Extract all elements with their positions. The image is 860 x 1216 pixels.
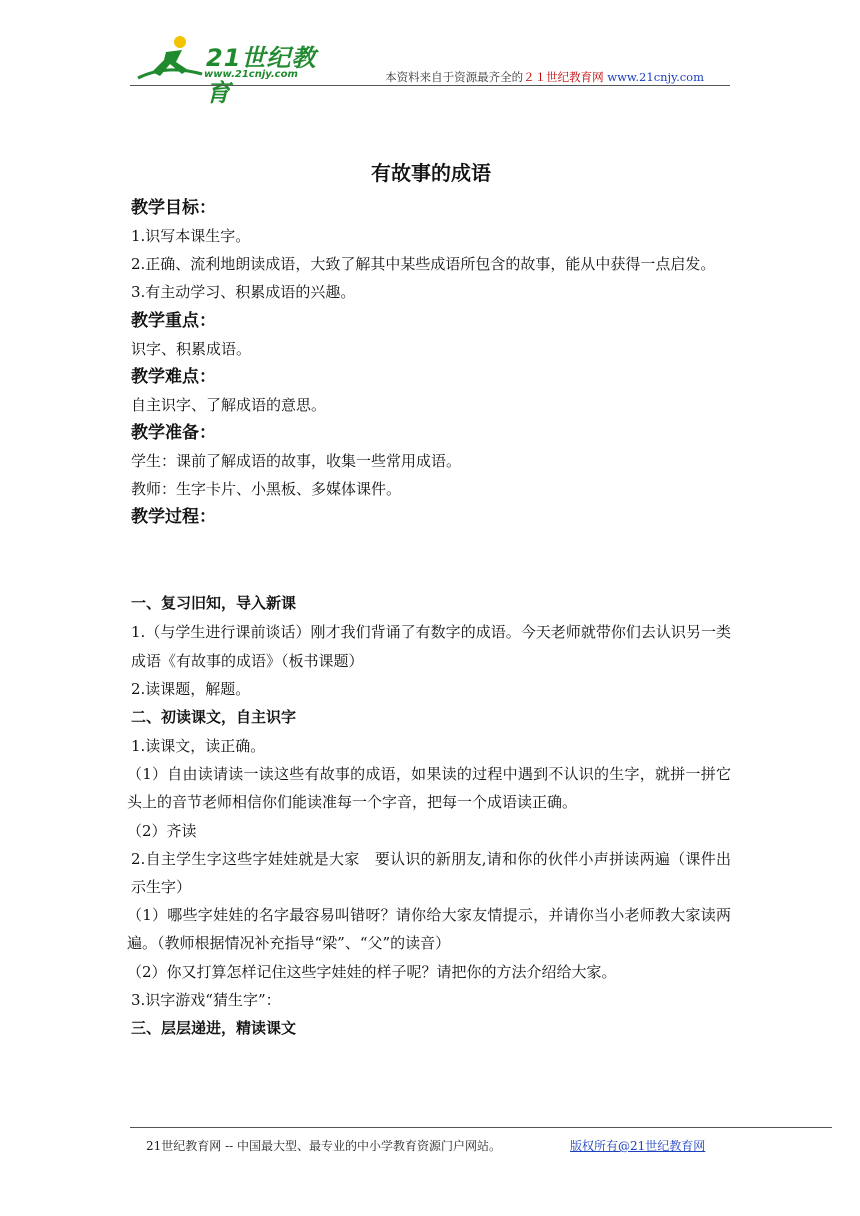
section-2-item: （1）哪些字娃娃的名字最容易叫错呀？请你给大家友情提示，并请你当小老师教大家读两遍。（教师根据情况补充指导“梁”、“父”的读音）: [127, 906, 731, 953]
section-2-item: （2）你又打算怎样记住这些字娃娃的样子呢？请把你的方法介绍给大家。: [127, 962, 617, 981]
footer-text: 21世纪教育网 -- 中国最大型、最专业的中小学教育资源门户网站。: [146, 1139, 502, 1153]
site-logo[interactable]: [136, 34, 336, 107]
document-title: 有故事的成语: [371, 161, 491, 185]
key-heading: 教学重点：: [131, 310, 216, 331]
blank-space: [131, 531, 731, 589]
tagline-prefix: 本资料来自于资源最齐全的: [385, 70, 524, 84]
section-1-title: 一、复习旧知，导入新课: [131, 594, 297, 613]
runner-logo-icon: [136, 34, 206, 84]
section-1-item: 1.（与学生进行课前谈话）刚才我们背诵了有数字的成语。今天老师就带你们去认识另一类成语《有故事的成语》（板书课题）: [131, 623, 731, 670]
process-heading: 教学过程：: [131, 507, 216, 528]
tagline-url-link[interactable]: www.21cnjy.com: [607, 70, 704, 84]
page-header: [130, 28, 730, 107]
goal-item: 2.正确、流利地朗读成语，大致了解其中某些成语所包含的故事，能从中获得一点启发。: [131, 255, 716, 274]
section-2-item: 2.自主学生字这些字娃娃就是大家 要认识的新朋友,请和你的伙伴小声拼读两遍（课件出示生字）: [131, 849, 731, 897]
goal-item: 3.有主动学习、积累成语的兴趣。: [131, 283, 356, 302]
logo-url: www.21cnjy.com: [204, 69, 298, 80]
section-2-item: （1）自由读请读一读这些有故事的成语，如果读的过程中遇到不认识的生字，就拼一拼它头上的音节老师相信你们能读准每一个字音，把每一个成语读正确。: [127, 765, 731, 812]
section-3-title: 三、层层递进，精读课文: [131, 1019, 297, 1038]
section-2-title: 二、初读课文，自主识字: [131, 708, 297, 727]
goal-item: 1.识写本课生字。: [131, 227, 251, 245]
section-2-item: 1.读课文，读正确。: [131, 737, 266, 756]
prep-item: 教师：生字卡片、小黑板、多媒体课件。: [131, 480, 402, 499]
document-body: [127, 158, 731, 1043]
prep-heading: 教学准备：: [131, 423, 216, 444]
copyright-link[interactable]: 版权所有@21世纪教育网: [570, 1139, 706, 1153]
header-tagline: [385, 69, 704, 85]
key-text: 识字、积累成语。: [131, 339, 252, 358]
difficulty-heading: 教学难点：: [131, 366, 216, 387]
difficulty-text: 自主识字、了解成语的意思。: [131, 395, 327, 414]
header-divider: [130, 85, 730, 86]
section-2-item: （2）齐读: [127, 821, 197, 840]
section-2-item: 3.识字游戏“猜生字”：: [131, 990, 281, 1009]
goals-heading: 教学目标：: [131, 198, 216, 218]
section-1-item: 2.读课题，解题。: [131, 679, 251, 698]
prep-item: 学生：课前了解成语的故事，收集一些常用成语。: [131, 452, 462, 471]
logo-text: 21世纪教育: [206, 44, 317, 107]
tagline-site-link[interactable]: ２１世纪教育网: [523, 70, 604, 84]
page-footer: [130, 1127, 832, 1153]
